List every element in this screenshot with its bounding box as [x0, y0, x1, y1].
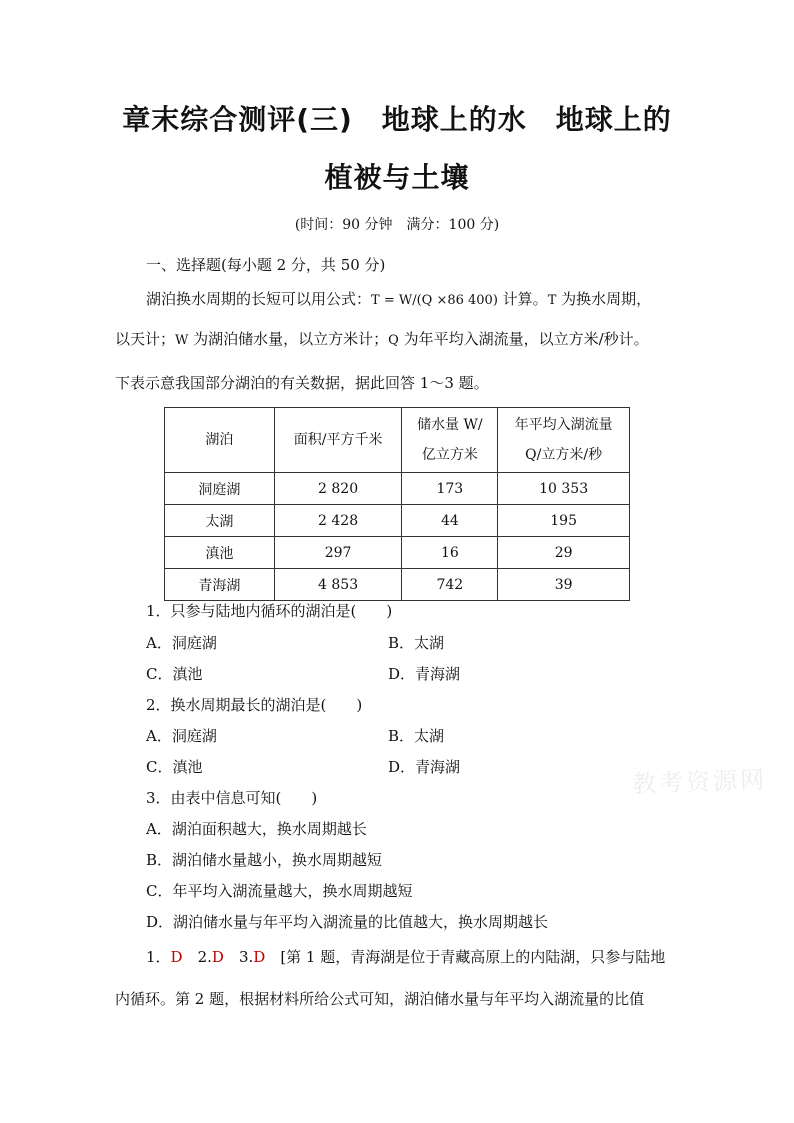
intro-text: 湖泊换水周期的长短可以用公式：	[146, 290, 372, 308]
question-3-option-d: D．湖泊储水量与年平均入湖流量的比值越大，换水周期越长	[146, 913, 549, 931]
section-heading: 一、选择题(每小题 2 分，共 50 分)	[146, 256, 386, 274]
question-1-stem: 1．只参与陆地内循环的湖泊是( )	[146, 602, 393, 620]
intro-text: 为换水周期，	[556, 290, 652, 308]
intro-paragraph-line-1	[146, 288, 651, 309]
question-3-stem: 3．由表中信息可知( )	[146, 789, 318, 807]
question-1-option-c: C．滇池	[146, 665, 203, 683]
variable-t: T	[547, 293, 557, 308]
cell-area: 2 820	[274, 473, 402, 505]
cell-inflow: 195	[498, 505, 630, 537]
cell-inflow: 10 353	[498, 473, 630, 505]
page-title-line-2: 植被与土壤	[324, 161, 470, 194]
question-2-option-c: C．滇池	[146, 758, 203, 776]
intro-text: 计算。	[497, 290, 548, 308]
exam-meta: (时间：90 分钟 满分：100 分)	[294, 217, 500, 233]
cell-lake: 洞庭湖	[165, 473, 275, 505]
intro-paragraph-line-2	[115, 328, 649, 349]
lake-data-table	[164, 407, 630, 601]
page-title-line-1: 章末综合测评(三) 地球上的水 地球上的	[122, 103, 672, 136]
answer-explanation: [第 1 题，青海湖是位于青藏高原上的内陆湖，只参与陆地	[280, 948, 666, 966]
formula: T = W/(Q ×86 400)	[371, 293, 498, 308]
cell-lake: 青海湖	[165, 569, 275, 601]
cell-lake: 滇池	[165, 537, 275, 569]
answer-3: D	[253, 948, 266, 966]
question-1-option-a: A．洞庭湖	[146, 634, 217, 652]
cell-storage: 16	[402, 537, 498, 569]
question-3-option-c: C．年平均入湖流量越大，换水周期越短	[146, 882, 413, 900]
header-lake: 湖泊	[165, 408, 275, 473]
question-2-option-a: A．洞庭湖	[146, 727, 217, 745]
cell-storage: 742	[402, 569, 498, 601]
table-row	[165, 505, 630, 537]
table-row	[165, 537, 630, 569]
question-2-option-d: D．青海湖	[388, 758, 461, 776]
variable-q: Q	[388, 333, 399, 348]
table-row	[165, 569, 630, 601]
cell-area: 4 853	[274, 569, 402, 601]
watermark: 教考资源网	[631, 765, 768, 799]
question-3-option-a: A．湖泊面积越大，换水周期越长	[146, 820, 367, 838]
question-2-option-b: B．太湖	[388, 727, 445, 745]
intro-text: 以天计；	[115, 330, 176, 348]
header-inflow: 年平均入湖流量 Q/立方米/秒	[498, 408, 630, 473]
cell-lake: 太湖	[165, 505, 275, 537]
header-storage: 储水量 W/ 亿立方米	[402, 408, 498, 473]
answer-1: D	[170, 948, 183, 966]
question-3-option-b: B．湖泊储水量越小，换水周期越短	[146, 851, 383, 869]
cell-storage: 173	[402, 473, 498, 505]
variable-w: W	[175, 333, 189, 348]
question-1-option-b: B．太湖	[388, 634, 445, 652]
cell-area: 2 428	[274, 505, 402, 537]
answer-2: D	[211, 948, 224, 966]
cell-storage: 44	[402, 505, 498, 537]
cell-inflow: 39	[498, 569, 630, 601]
answer-line-2: 内循环。第 2 题，根据材料所给公式可知，湖泊储水量与年平均入湖流量的比值	[115, 990, 645, 1008]
table-header-row	[165, 408, 630, 473]
table-row	[165, 473, 630, 505]
header-area: 面积/平方千米	[274, 408, 402, 473]
intro-text: 为年平均入湖流量，以立方米/秒计。	[398, 330, 649, 348]
cell-area: 297	[274, 537, 402, 569]
intro-text: 为湖泊储水量，以立方米计；	[188, 330, 389, 348]
question-2-stem: 2．换水周期最长的湖泊是( )	[146, 696, 363, 714]
cell-inflow: 29	[498, 537, 630, 569]
answer-line-1: 1．D 2.D 3.D [第 1 题，青海湖是位于青藏高原上的内陆湖，只参与陆地	[146, 948, 666, 966]
question-1-option-d: D．青海湖	[388, 665, 461, 683]
intro-paragraph-line-3: 下表示意我国部分湖泊的有关数据，据此回答 1～3 题。	[115, 374, 489, 392]
